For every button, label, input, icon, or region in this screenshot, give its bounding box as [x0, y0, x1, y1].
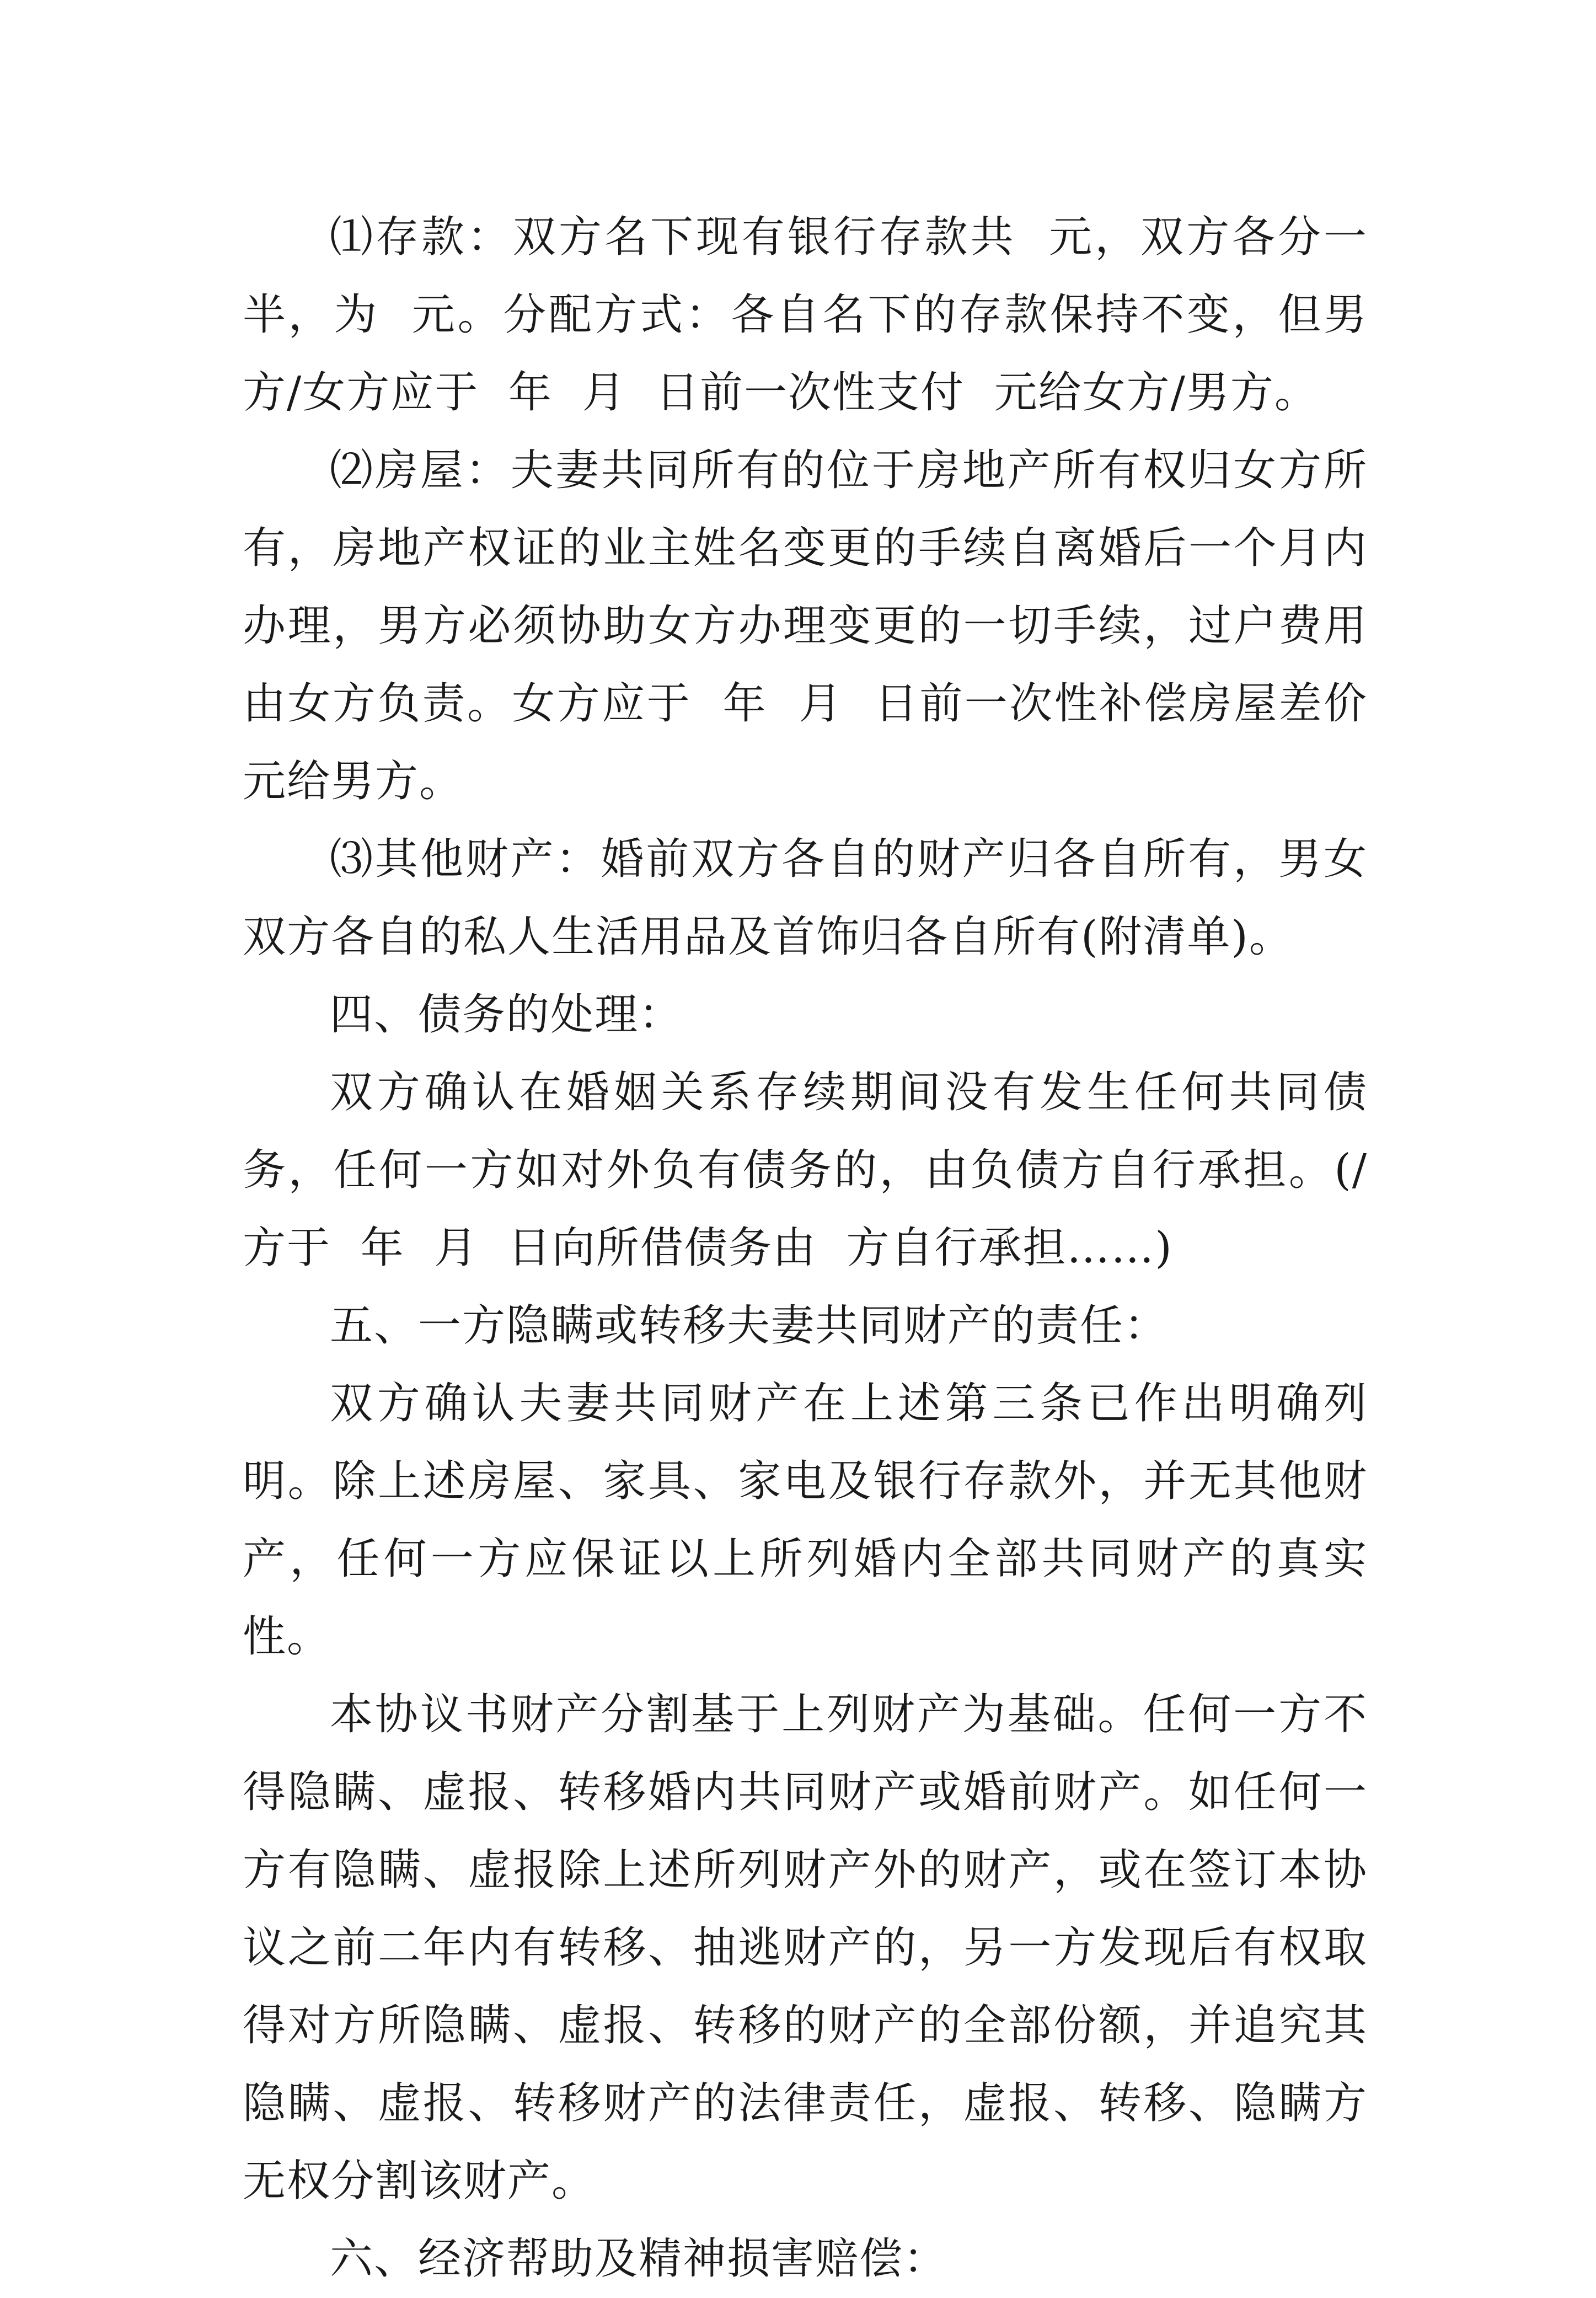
paragraph-property-division-basis: 本协议书财产分割基于上列财产为基础。任何一方不得隐瞒、虚报、转移婚内共同财产或婚前财产。如任何一方有隐瞒、虚报除上述所列财产外的财产，或在签订本协议之前二年内有转移、抽逃财产的，另一方发现后有权取得对方所隐瞒、虚报、转移的财产的全部份额，并追究其隐瞒、虚报、转移财产的法律责任，虚报、转移、隐瞒方无权分割该财产。: [243, 1690, 1368, 2206]
paragraph-house: ⑵房屋：夫妻共同所有的位于房地产所有权归女方所有，房地产权证的业主姓名变更的手续自离婚后一个月内办理，男方必须协助女方办理变更的一切手续，过户费用由女方负责。女方应于 年 月 日前一次性补偿房屋差价 元给男方。: [243, 446, 1397, 806]
heading-debt-handling: 四、债务的处理：: [330, 990, 683, 1040]
paragraph-other-property: ⑶其他财产：婚前双方各自的财产归各自所有，男女双方各自的私人生活用品及首饰归各自所有(附清单)。: [243, 834, 1368, 962]
heading-concealment-liability: 五、一方隐瞒或转移夫妻共同财产的责任：: [330, 1301, 1169, 1351]
document-body: [243, 199, 1397, 2298]
paragraph-joint-property-confirmation: 双方确认夫妻共同财产在上述第三条已作出明确列明。除上述房屋、家具、家电及银行存款外，并无其他财产，任何一方应保证以上所列婚内全部共同财产的真实性。: [243, 1379, 1368, 1662]
paragraph-debt: 双方确认在婚姻关系存续期间没有发生任何共同债务，任何一方如对外负有债务的，由负债方自行承担。(/ 方于 年 月 日向所借债务由 方自行承担……): [243, 1068, 1397, 1273]
paragraph-savings: ⑴存款：双方名下现有银行存款共 元，双方各分一半，为 元。分配方式：各自名下的存款保持不变，但男方/女方应于 年 月 日前一次性支付 元给女方/男方。: [243, 212, 1368, 417]
heading-economic-help: 六、经济帮助及精神损害赔偿：: [330, 2234, 948, 2284]
